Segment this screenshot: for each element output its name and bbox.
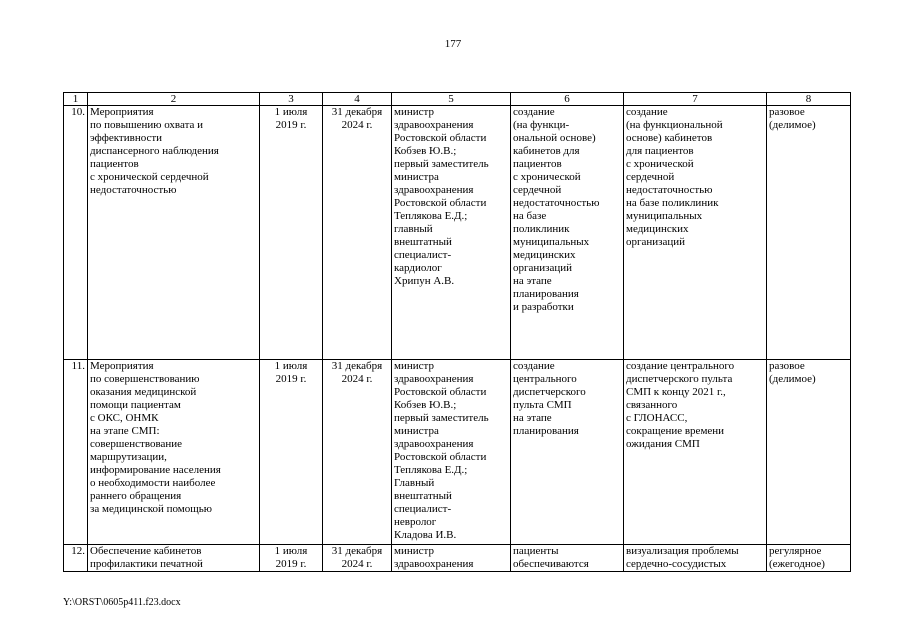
indicator-cell: создание центрального диспетчерского пульта СМП к концу 2021 г., связанного с ГЛОНАСС, сокращение времени ожидания СМП <box>624 360 767 545</box>
measure-cell: Обеспечение кабинетов профилактики печатной <box>88 545 260 572</box>
column-number: 8 <box>767 93 851 106</box>
end-date-cell: 31 декабря 2024 г. <box>323 360 392 545</box>
table-row <box>64 106 851 360</box>
end-date-cell: 31 декабря 2024 г. <box>323 106 392 360</box>
table-row <box>64 360 851 545</box>
result-cell: создание (на функци- ональной основе) кабинетов для пациентов с хронической сердечной недостаточностью на базе поликлиник муниципальных медицинских организаций на этапе планирования и разработки <box>511 106 624 360</box>
table-row <box>64 545 851 572</box>
measure-cell: Мероприятия по совершенствованию оказания медицинской помощи пациентам с ОКС, ОНМК на этапе СМП: совершенствование маршрутизации, информирование населения о необходимости наиболее раннего обращения за медицинской помощью <box>88 360 260 545</box>
row-number: 10. <box>64 106 88 360</box>
type-cell: регулярное (ежегодное) <box>767 545 851 572</box>
column-number: 1 <box>64 93 88 106</box>
column-number-row <box>64 93 851 106</box>
start-date-cell: 1 июля 2019 г. <box>260 545 323 572</box>
column-number: 3 <box>260 93 323 106</box>
responsible-cell: министр здравоохранения <box>392 545 511 572</box>
responsible-cell: министр здравоохранения Ростовской области Кобзев Ю.В.; первый заместитель министра здравоохранения Ростовской области Теплякова Е.Д.; главный внештатный специалист- кардиолог Хрипун А.В. <box>392 106 511 360</box>
page-number: 177 <box>444 38 462 50</box>
start-date-cell: 1 июля 2019 г. <box>260 360 323 545</box>
column-number: 7 <box>624 93 767 106</box>
column-number: 6 <box>511 93 624 106</box>
file-path-footer: Y:\ORST\0605p411.f23.docx <box>63 597 181 608</box>
indicator-cell: визуализация проблемы сердечно-сосудистых <box>624 545 767 572</box>
responsible-cell: министр здравоохранения Ростовской области Кобзев Ю.В.; первый заместитель министра здравоохранения Ростовской области Теплякова Е.Д.; Главный внештатный специалист- невролог Кладова И.В. <box>392 360 511 545</box>
measure-cell: Мероприятия по повышению охвата и эффективности диспансерного наблюдения пациентов с хронической сердечной недостаточностью <box>88 106 260 360</box>
row-number: 11. <box>64 360 88 545</box>
column-number: 4 <box>323 93 392 106</box>
type-cell: разовое (делимое) <box>767 106 851 360</box>
indicator-cell: создание (на функциональной основе) кабинетов для пациентов с хронической сердечной недостаточностью на базе поликлиник муниципальных медицинских организаций <box>624 106 767 360</box>
column-number: 2 <box>88 93 260 106</box>
end-date-cell: 31 декабря 2024 г. <box>323 545 392 572</box>
column-number: 5 <box>392 93 511 106</box>
result-cell: пациенты обеспечиваются <box>511 545 624 572</box>
result-cell: создание центрального диспетчерского пульта СМП на этапе планирования <box>511 360 624 545</box>
row-number: 12. <box>64 545 88 572</box>
type-cell: разовое (делимое) <box>767 360 851 545</box>
measures-table <box>63 92 851 572</box>
start-date-cell: 1 июля 2019 г. <box>260 106 323 360</box>
